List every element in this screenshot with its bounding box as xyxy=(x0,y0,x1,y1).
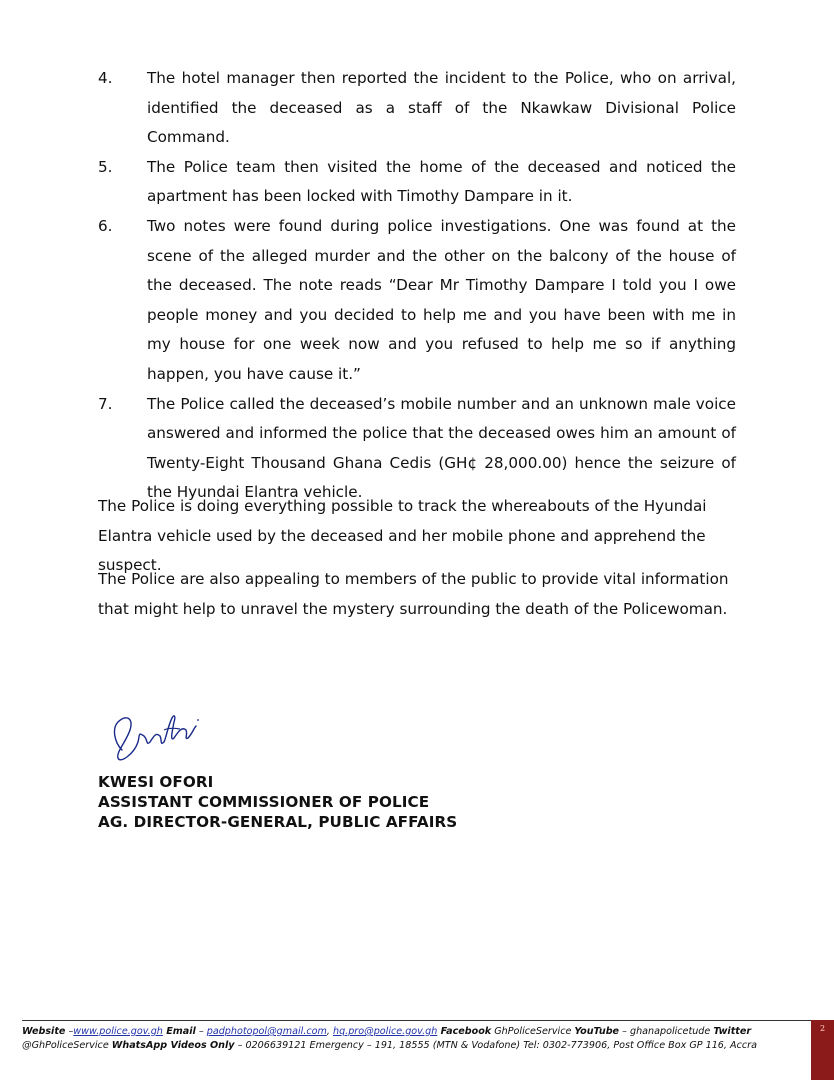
list-item-number: 5. xyxy=(98,157,113,176)
contact-details: – 0206639121 Emergency – 191, 18555 (MTN & Vodafone) Tel: 0302-773906, Post Office Box GP 116, Accra xyxy=(234,1040,757,1051)
list-item-text: The Police called the deceased’s mobile number and an unknown male voice answered and informed the police that the deceased owes him an amount of Twenty-Eight Thousand Ghana Cedis (GH¢ 28,000.00) hence the seizure of the Hyundai Elantra vehicle. xyxy=(147,394,736,502)
list-item-number: 4. xyxy=(98,69,113,87)
footer-line-2 xyxy=(22,1039,812,1053)
list-item xyxy=(98,390,736,508)
page-footer xyxy=(22,1025,812,1053)
email-label: Email xyxy=(162,1026,196,1037)
footer-line-1 xyxy=(22,1025,812,1039)
list-item-text: The hotel manager then reported the incident to the Police, who on arrival, identified the deceased as a staff of the Nkawkaw Divisional Police Command. xyxy=(147,69,736,147)
signatory-rank: ASSISTANT COMMISSIONER OF POLICE xyxy=(98,793,430,811)
list-item-number: 7. xyxy=(98,394,113,413)
signatory-title: AG. DIRECTOR-GENERAL, PUBLIC AFFAIRS xyxy=(98,813,458,831)
page-number: 2 xyxy=(819,1024,826,1033)
body-paragraph: The Police is doing everything possible to track the whereabouts of the Hyundai Elantra vehicle used by the deceased and her mobile phone and apprehend the suspect. xyxy=(98,497,707,575)
list-item-text: The Police team then visited the home of the deceased and noticed the apartment has been locked with Timothy Dampare in it. xyxy=(147,157,736,206)
footer-divider xyxy=(22,1020,820,1021)
website-label: Website xyxy=(22,1026,66,1037)
separator: , xyxy=(326,1026,333,1037)
email-link-1[interactable]: padphotopol@gmail.com xyxy=(206,1026,327,1037)
list-item xyxy=(98,64,736,153)
signature-image xyxy=(104,692,204,768)
whatsapp-label: WhatsApp Videos Only xyxy=(111,1040,235,1051)
body-paragraph: The Police are also appealing to members of the public to provide vital information that might help to unravel the mystery surrounding the death of the Policewoman. xyxy=(98,570,729,618)
signature-block xyxy=(98,772,457,832)
youtube-label: YouTube xyxy=(574,1026,620,1037)
twitter-handle: @GhPoliceService xyxy=(22,1040,112,1051)
website-link[interactable]: www.police.gov.gh xyxy=(73,1026,163,1037)
list-item-number: 6. xyxy=(98,216,113,235)
facebook-label: Facebook xyxy=(437,1026,492,1037)
twitter-label: Twitter xyxy=(713,1026,752,1037)
youtube-handle: – ghanapolicetude xyxy=(619,1026,714,1037)
list-item xyxy=(98,153,736,212)
numbered-list xyxy=(98,64,736,508)
email-link-2[interactable]: hq.pro@police.gov.gh xyxy=(332,1026,438,1037)
page-number-tab xyxy=(811,1020,834,1080)
separator: – xyxy=(195,1026,207,1037)
facebook-handle: GhPoliceService xyxy=(491,1026,575,1037)
separator: – xyxy=(65,1026,74,1037)
signatory-name: KWESI OFORI xyxy=(98,773,214,791)
list-item-text: Two notes were found during police investigations. One was found at the scene of the alleged murder and the other on the balcony of the house of the deceased. The note reads “Dear Mr Timothy Dampare I told you I owe people money and you decided to help me and you have been with me in my house for one week now and you refused to help me so if anything happen, you have cause it.” xyxy=(147,216,736,383)
list-item xyxy=(98,212,736,390)
